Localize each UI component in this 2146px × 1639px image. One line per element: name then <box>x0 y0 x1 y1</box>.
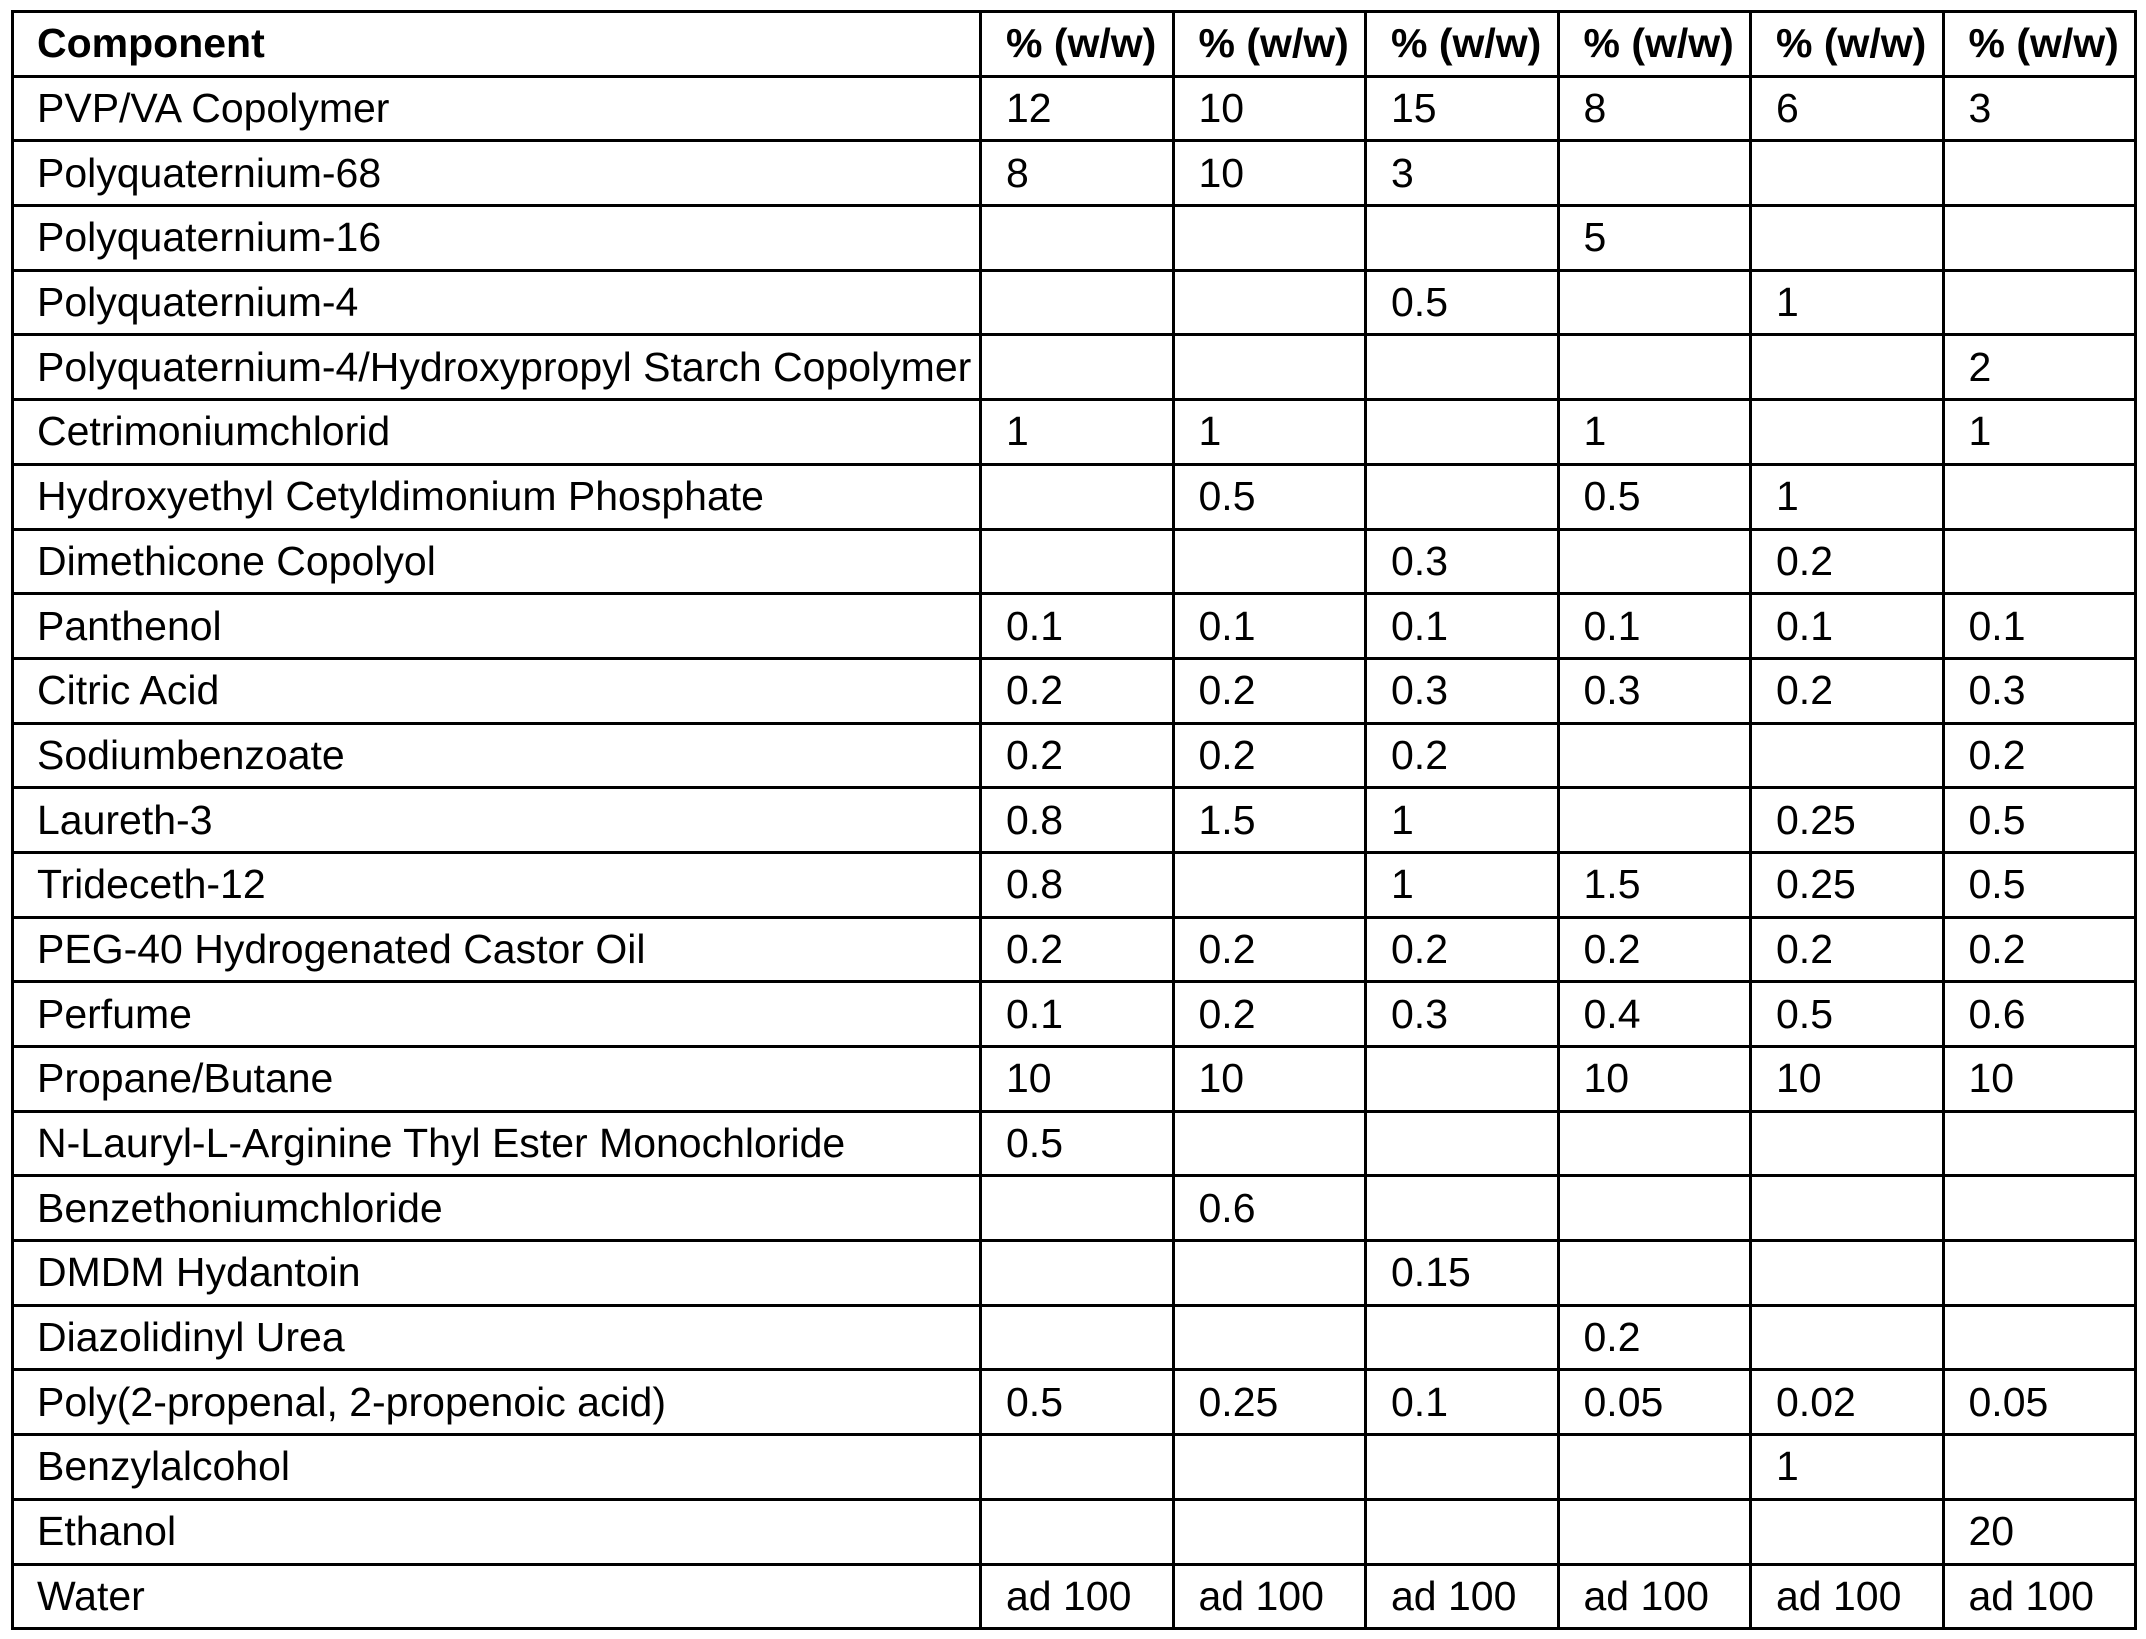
table-row <box>13 788 2136 853</box>
percent-value-cell: 0.2 <box>981 917 1174 982</box>
component-name-cell: PEG-40 Hydrogenated Castor Oil <box>13 917 981 982</box>
percent-value-cell <box>1173 529 1366 594</box>
percent-value-cell <box>1366 206 1559 271</box>
table-row <box>13 270 2136 335</box>
percent-value-cell: 1 <box>981 400 1174 465</box>
percent-value-cell <box>1173 1111 1366 1176</box>
percent-value-cell: 1 <box>1943 400 2136 465</box>
component-name-cell: Ethanol <box>13 1499 981 1564</box>
component-name-cell: Panthenol <box>13 594 981 659</box>
percent-value-cell: ad 100 <box>981 1564 1174 1629</box>
percent-value-cell <box>1366 1047 1559 1112</box>
percent-value-cell: 1.5 <box>1173 788 1366 853</box>
percent-value-cell <box>1943 206 2136 271</box>
percent-value-cell: 3 <box>1943 76 2136 141</box>
percent-value-cell: 10 <box>981 1047 1174 1112</box>
table-row <box>13 1176 2136 1241</box>
component-name-cell: Cetrimoniumchlorid <box>13 400 981 465</box>
percent-value-cell: 0.15 <box>1366 1241 1559 1306</box>
table-row <box>13 335 2136 400</box>
percent-value-cell: 5 <box>1558 206 1751 271</box>
percent-value-cell: 0.6 <box>1173 1176 1366 1241</box>
header-percent-6: % (w/w) <box>1943 12 2136 77</box>
percent-value-cell: 2 <box>1943 335 2136 400</box>
percent-value-cell: 0.3 <box>1558 658 1751 723</box>
component-name-cell: Dimethicone Copolyol <box>13 529 981 594</box>
percent-value-cell <box>1943 1241 2136 1306</box>
percent-value-cell: 15 <box>1366 76 1559 141</box>
percent-value-cell: 0.1 <box>1366 594 1559 659</box>
percent-value-cell <box>1366 1176 1559 1241</box>
component-name-cell: Citric Acid <box>13 658 981 723</box>
component-name-cell: DMDM Hydantoin <box>13 1241 981 1306</box>
percent-value-cell: 0.1 <box>1366 1370 1559 1435</box>
percent-value-cell: 0.1 <box>1558 594 1751 659</box>
percent-value-cell <box>1558 788 1751 853</box>
table-row <box>13 76 2136 141</box>
percent-value-cell: 0.3 <box>1366 529 1559 594</box>
component-name-cell: Polyquaternium-68 <box>13 141 981 206</box>
percent-value-cell: 1 <box>1173 400 1366 465</box>
percent-value-cell <box>1558 1176 1751 1241</box>
percent-value-cell <box>981 1241 1174 1306</box>
table-row <box>13 1564 2136 1629</box>
percent-value-cell: 0.25 <box>1751 788 1944 853</box>
percent-value-cell: 0.5 <box>981 1370 1174 1435</box>
header-percent-4: % (w/w) <box>1558 12 1751 77</box>
component-name-cell: Polyquaternium-4/Hydroxypropyl Starch Copolymer <box>13 335 981 400</box>
component-name-cell: Poly(2-propenal, 2-propenoic acid) <box>13 1370 981 1435</box>
percent-value-cell: 0.1 <box>981 982 1174 1047</box>
percent-value-cell: 0.1 <box>1751 594 1944 659</box>
percent-value-cell <box>1366 1305 1559 1370</box>
percent-value-cell <box>1558 335 1751 400</box>
percent-value-cell: 1 <box>1751 464 1944 529</box>
percent-value-cell: 0.5 <box>1751 982 1944 1047</box>
header-percent-3: % (w/w) <box>1366 12 1559 77</box>
percent-value-cell: 0.3 <box>1366 982 1559 1047</box>
header-percent-5: % (w/w) <box>1751 12 1944 77</box>
table-row <box>13 400 2136 465</box>
table-row <box>13 464 2136 529</box>
table-row <box>13 917 2136 982</box>
percent-value-cell: 0.2 <box>1173 917 1366 982</box>
percent-value-cell: 0.2 <box>981 723 1174 788</box>
percent-value-cell <box>1366 1499 1559 1564</box>
percent-value-cell: 0.02 <box>1751 1370 1944 1435</box>
percent-value-cell <box>1173 1435 1366 1500</box>
table-row <box>13 982 2136 1047</box>
percent-value-cell: 0.3 <box>1943 658 2136 723</box>
percent-value-cell <box>1558 1435 1751 1500</box>
table-row <box>13 1435 2136 1500</box>
percent-value-cell <box>1751 1111 1944 1176</box>
percent-value-cell <box>981 1305 1174 1370</box>
percent-value-cell <box>981 335 1174 400</box>
percent-value-cell: 1 <box>1751 270 1944 335</box>
percent-value-cell: 0.5 <box>1943 852 2136 917</box>
percent-value-cell: 0.2 <box>1173 982 1366 1047</box>
percent-value-cell: 1 <box>1558 400 1751 465</box>
component-name-cell: Benzylalcohol <box>13 1435 981 1500</box>
component-name-cell: N-Lauryl-L-Arginine Thyl Ester Monochloride <box>13 1111 981 1176</box>
table-row <box>13 1499 2136 1564</box>
table-row <box>13 1241 2136 1306</box>
percent-value-cell <box>981 270 1174 335</box>
component-name-cell: Hydroxyethyl Cetyldimonium Phosphate <box>13 464 981 529</box>
table-row <box>13 852 2136 917</box>
percent-value-cell <box>1751 206 1944 271</box>
percent-value-cell <box>1943 464 2136 529</box>
percent-value-cell <box>1558 270 1751 335</box>
table-row <box>13 1047 2136 1112</box>
percent-value-cell: ad 100 <box>1173 1564 1366 1629</box>
percent-value-cell <box>1943 1111 2136 1176</box>
percent-value-cell: 0.2 <box>1943 723 2136 788</box>
component-name-cell: Water <box>13 1564 981 1629</box>
percent-value-cell: 0.25 <box>1751 852 1944 917</box>
percent-value-cell: 8 <box>1558 76 1751 141</box>
percent-value-cell <box>981 1435 1174 1500</box>
percent-value-cell <box>981 206 1174 271</box>
component-name-cell: Sodiumbenzoate <box>13 723 981 788</box>
table-row <box>13 1111 2136 1176</box>
percent-value-cell: ad 100 <box>1943 1564 2136 1629</box>
percent-value-cell: 12 <box>981 76 1174 141</box>
percent-value-cell: 0.2 <box>1558 917 1751 982</box>
percent-value-cell: 0.5 <box>1366 270 1559 335</box>
percent-value-cell: 1.5 <box>1558 852 1751 917</box>
percent-value-cell <box>1366 1435 1559 1500</box>
percent-value-cell <box>1173 1305 1366 1370</box>
percent-value-cell: 10 <box>1943 1047 2136 1112</box>
percent-value-cell: 10 <box>1751 1047 1944 1112</box>
formulation-table <box>11 10 2137 1630</box>
percent-value-cell: 0.2 <box>981 658 1174 723</box>
percent-value-cell: ad 100 <box>1366 1564 1559 1629</box>
table-row <box>13 529 2136 594</box>
table-row <box>13 141 2136 206</box>
header-percent-1: % (w/w) <box>981 12 1174 77</box>
percent-value-cell: 0.2 <box>1751 917 1944 982</box>
percent-value-cell <box>1751 335 1944 400</box>
percent-value-cell <box>1751 1305 1944 1370</box>
percent-value-cell: ad 100 <box>1751 1564 1944 1629</box>
percent-value-cell <box>1173 1241 1366 1306</box>
percent-value-cell: 0.2 <box>1173 723 1366 788</box>
percent-value-cell <box>1366 335 1559 400</box>
percent-value-cell <box>1558 1499 1751 1564</box>
percent-value-cell <box>1943 270 2136 335</box>
percent-value-cell: 1 <box>1366 788 1559 853</box>
component-name-cell: Polyquaternium-16 <box>13 206 981 271</box>
percent-value-cell: 0.1 <box>981 594 1174 659</box>
percent-value-cell: 0.5 <box>1943 788 2136 853</box>
percent-value-cell: 6 <box>1751 76 1944 141</box>
percent-value-cell <box>1943 1435 2136 1500</box>
percent-value-cell: 0.5 <box>1558 464 1751 529</box>
percent-value-cell <box>981 464 1174 529</box>
percent-value-cell: 0.2 <box>1751 529 1944 594</box>
component-name-cell: Benzethoniumchloride <box>13 1176 981 1241</box>
percent-value-cell: 0.25 <box>1173 1370 1366 1435</box>
component-name-cell: Laureth-3 <box>13 788 981 853</box>
percent-value-cell: 0.05 <box>1943 1370 2136 1435</box>
percent-value-cell <box>1173 270 1366 335</box>
table-row <box>13 723 2136 788</box>
percent-value-cell <box>1751 400 1944 465</box>
table-row <box>13 206 2136 271</box>
component-name-cell: Trideceth-12 <box>13 852 981 917</box>
table-row <box>13 594 2136 659</box>
percent-value-cell <box>1751 1176 1944 1241</box>
percent-value-cell: 0.1 <box>1943 594 2136 659</box>
percent-value-cell: 0.5 <box>1173 464 1366 529</box>
percent-value-cell <box>1943 529 2136 594</box>
table-row <box>13 658 2136 723</box>
percent-value-cell: 8 <box>981 141 1174 206</box>
header-percent-2: % (w/w) <box>1173 12 1366 77</box>
percent-value-cell <box>1366 1111 1559 1176</box>
percent-value-cell: 0.8 <box>981 788 1174 853</box>
component-name-cell: Perfume <box>13 982 981 1047</box>
component-name-cell: Diazolidinyl Urea <box>13 1305 981 1370</box>
percent-value-cell: 0.5 <box>981 1111 1174 1176</box>
percent-value-cell <box>1173 206 1366 271</box>
table-row <box>13 1370 2136 1435</box>
percent-value-cell: 0.2 <box>1751 658 1944 723</box>
percent-value-cell <box>981 529 1174 594</box>
percent-value-cell: 0.2 <box>1943 917 2136 982</box>
percent-value-cell: 3 <box>1366 141 1559 206</box>
percent-value-cell: 0.8 <box>981 852 1174 917</box>
percent-value-cell: 0.4 <box>1558 982 1751 1047</box>
percent-value-cell: ad 100 <box>1558 1564 1751 1629</box>
percent-value-cell <box>1558 141 1751 206</box>
percent-value-cell <box>1558 1111 1751 1176</box>
percent-value-cell: 0.2 <box>1173 658 1366 723</box>
component-name-cell: Propane/Butane <box>13 1047 981 1112</box>
percent-value-cell <box>1751 1241 1944 1306</box>
percent-value-cell: 1 <box>1751 1435 1944 1500</box>
percent-value-cell: 0.3 <box>1366 658 1559 723</box>
percent-value-cell <box>1751 723 1944 788</box>
percent-value-cell: 0.2 <box>1366 917 1559 982</box>
percent-value-cell: 0.05 <box>1558 1370 1751 1435</box>
percent-value-cell <box>981 1176 1174 1241</box>
percent-value-cell <box>1366 464 1559 529</box>
header-row <box>13 12 2136 77</box>
percent-value-cell <box>1366 400 1559 465</box>
header-component: Component <box>13 12 981 77</box>
component-name-cell: PVP/VA Copolymer <box>13 76 981 141</box>
percent-value-cell <box>1943 1176 2136 1241</box>
percent-value-cell: 10 <box>1173 76 1366 141</box>
percent-value-cell <box>981 1499 1174 1564</box>
percent-value-cell <box>1173 852 1366 917</box>
percent-value-cell: 10 <box>1173 1047 1366 1112</box>
percent-value-cell: 0.2 <box>1558 1305 1751 1370</box>
percent-value-cell: 0.1 <box>1173 594 1366 659</box>
percent-value-cell: 0.2 <box>1366 723 1559 788</box>
percent-value-cell: 10 <box>1173 141 1366 206</box>
percent-value-cell <box>1943 141 2136 206</box>
percent-value-cell: 10 <box>1558 1047 1751 1112</box>
table-body <box>13 76 2136 1629</box>
percent-value-cell <box>1751 141 1944 206</box>
component-name-cell: Polyquaternium-4 <box>13 270 981 335</box>
percent-value-cell <box>1173 335 1366 400</box>
percent-value-cell <box>1751 1499 1944 1564</box>
percent-value-cell: 20 <box>1943 1499 2136 1564</box>
percent-value-cell: 1 <box>1366 852 1559 917</box>
percent-value-cell <box>1558 723 1751 788</box>
percent-value-cell <box>1558 529 1751 594</box>
percent-value-cell <box>1173 1499 1366 1564</box>
percent-value-cell: 0.6 <box>1943 982 2136 1047</box>
percent-value-cell <box>1558 1241 1751 1306</box>
percent-value-cell <box>1943 1305 2136 1370</box>
table-row <box>13 1305 2136 1370</box>
